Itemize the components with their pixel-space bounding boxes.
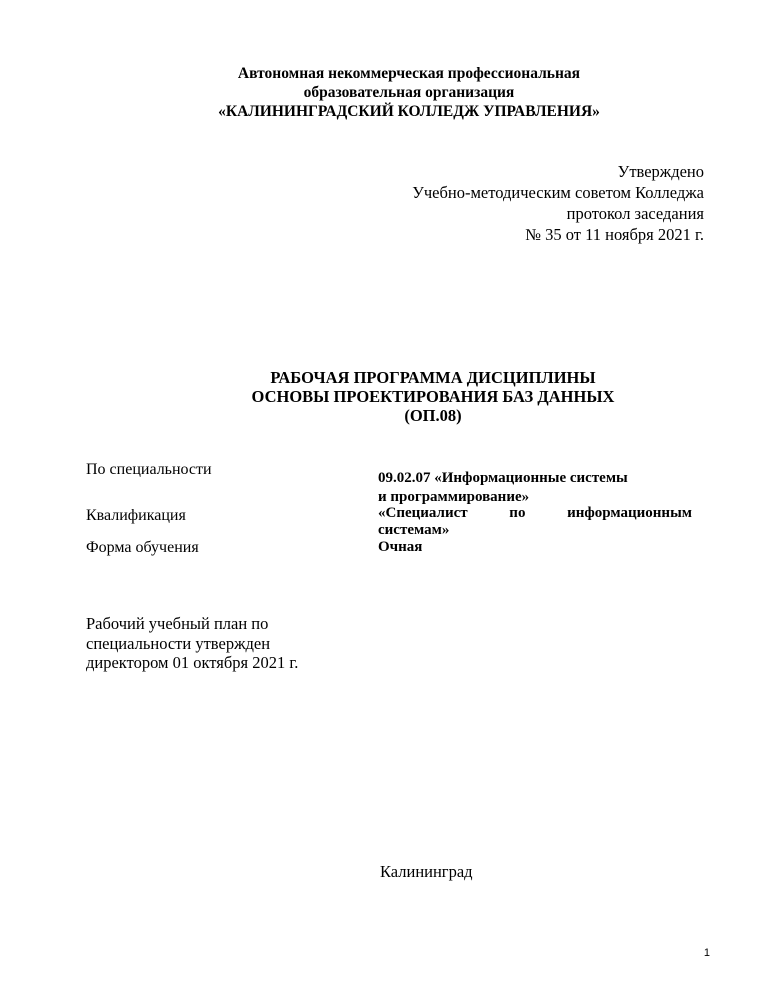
- form-label: Форма обучения: [86, 539, 199, 556]
- curriculum-note: [86, 614, 298, 673]
- approval-line-1: Утверждено: [617, 162, 704, 181]
- organization-header: [0, 64, 768, 121]
- organization-line-1: Автономная некоммерческая профессиональная: [237, 65, 581, 82]
- curriculum-line-3: директором 01 октября 2021 г.: [86, 653, 299, 672]
- approval-protocol-number: № 35 от 11 ноября 2021 г.: [525, 225, 704, 244]
- specialty-value-line-2: и программирование»: [378, 489, 530, 505]
- curriculum-line-1: Рабочий учебный план по: [86, 614, 269, 633]
- city: Калининград: [380, 862, 473, 881]
- form-value: Очная: [378, 539, 423, 555]
- title-code: (ОП.08): [404, 406, 462, 425]
- approval-block: [412, 161, 704, 245]
- specialty-value: [378, 469, 692, 507]
- qualification-value-line-1: «Специалист по информационным: [378, 505, 692, 521]
- document-title: [0, 368, 768, 425]
- organization-name: «КАЛИНИНГРАДСКИЙ КОЛЛЕДЖ УПРАВЛЕНИЯ»: [218, 103, 600, 120]
- approval-line-2: Учебно-методическим советом Колледжа: [412, 183, 704, 202]
- approval-line-3: протокол заседания: [566, 204, 704, 223]
- qualification-value-line-2: системам»: [378, 522, 450, 538]
- organization-line-2: образовательная организация: [303, 84, 515, 101]
- page-number: 1: [703, 947, 710, 959]
- specialty-value-line-1: 09.02.07 «Информационные системы: [378, 470, 628, 486]
- qualification-value: [378, 505, 692, 539]
- specialty-label: По специальности: [86, 461, 212, 478]
- title-line-2: ОСНОВЫ ПРОЕКТИРОВАНИЯ БАЗ ДАННЫХ: [251, 387, 615, 406]
- curriculum-line-2: специальности утвержден: [86, 633, 271, 653]
- qualification-label: Квалификация: [86, 507, 186, 524]
- title-line-1: РАБОЧАЯ ПРОГРАММА ДИСЦИПЛИНЫ: [270, 368, 596, 387]
